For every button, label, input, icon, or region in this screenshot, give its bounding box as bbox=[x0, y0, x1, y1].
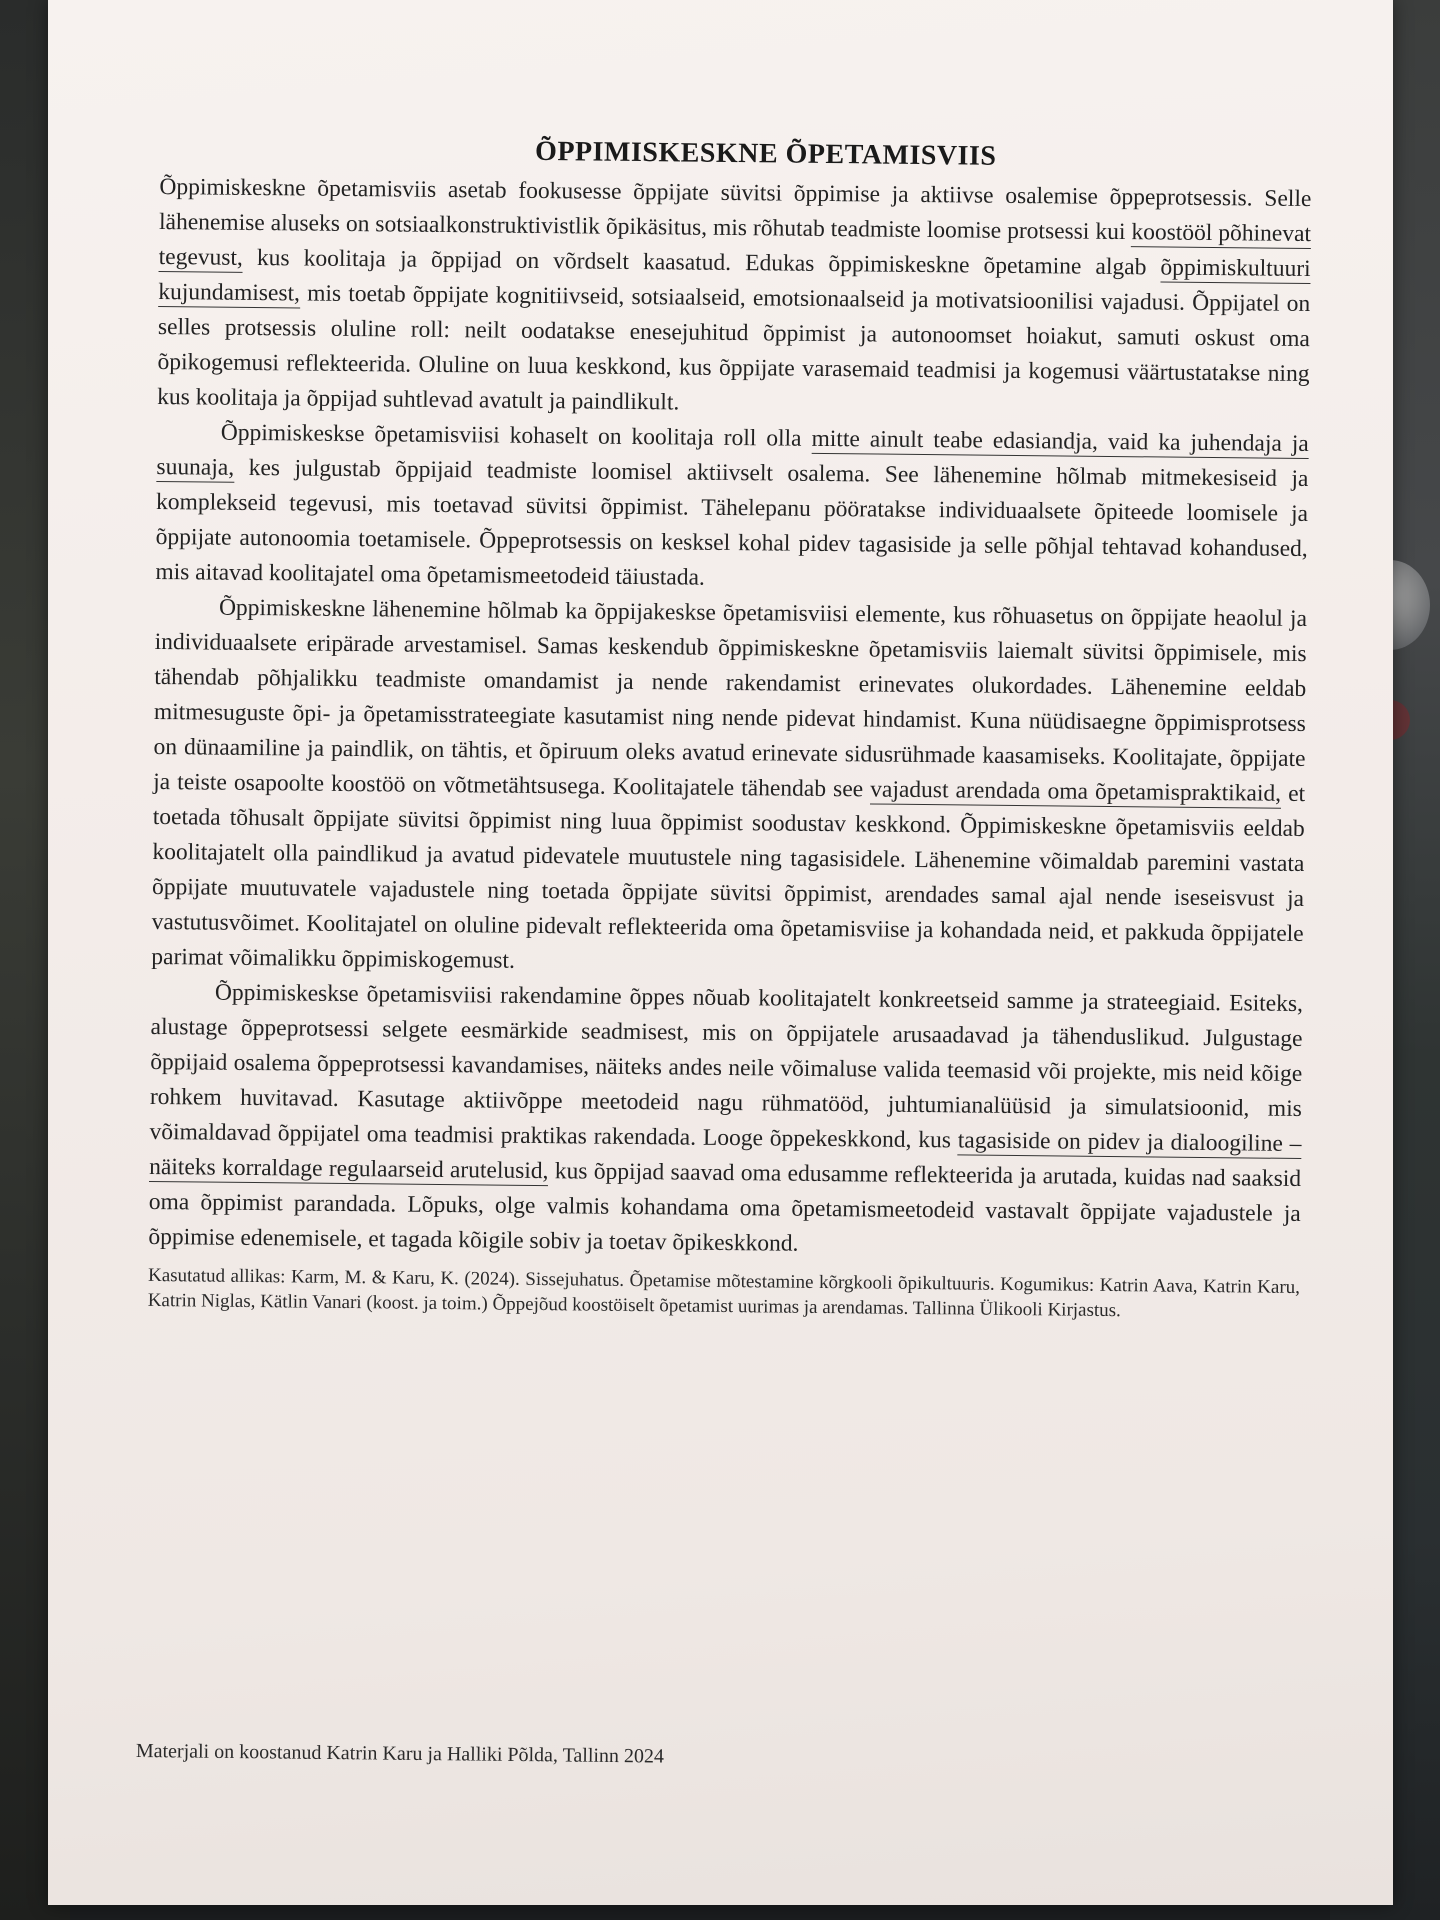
paragraph-1-text-a: Õppimiskeskne õpetamisviis asetab fookusesse õppijate süvitsi õppimise ja aktiivse osalemise õppeprotsessis. Selle lähenemise aluseks on sotsiaalkonstruktivistlik õpikäsitus, mis rõhutab teadmiste loomise protsessi kui bbox=[158, 173, 1312, 246]
paragraph-2-text-a: Õppimiskeskse õpetamisviisi kohaselt on koolitaja roll olla bbox=[220, 419, 812, 452]
paragraph-1 bbox=[157, 170, 1312, 427]
paragraph-2-text-b: kes julgustab õppijaid teadmiste loomisel aktiivselt osalema. See lähenemine hõlmab mitmekesiseid ja komplekseid tegevusi, mis toetavad süvitsi õppimist. Tähelepanu pööratakse individuaalsete õpiteede loomisele ja õppijate autonoomia toetamisele. Õppeprotsessis on kesksel kohal pidev tagasiside ja selle põhjal tehtavad kohandused, mis aitavad koolitajatel oma õpetamismeetodeid täiustada. bbox=[155, 454, 1309, 591]
underlined-phrase: õppimiskultuuri kujundamisest, bbox=[158, 254, 1311, 307]
paragraph-1-text-c: mis toetab õppijate kognitiivseid, sotsiaalseid, emotsionaalseid ja motivatsioonilisi vajadusi. Õppijatel on selles protsessis oluline roll: neilt oodatakse enesejuhitud õppimist ja autonoomset hoiakut, samuti oskust oma õpikogemusi reflekteerida. Oluline on luua keskkond, kus õppijate varasemaid teadmisi ja kogemusi väärtustatakse ning kus koolitaja ja õppijad suhtlevad avatult ja paindlikult. bbox=[157, 280, 1311, 416]
paragraph-1-text-b: kus koolitaja ja õppijad on võrdselt kaasatud. Edukas õppimiskeskne õpetamine algab bbox=[242, 244, 1161, 281]
paragraph-4 bbox=[148, 975, 1303, 1267]
underlined-phrase: vajadust arendada oma õpetamispraktikaid, bbox=[870, 776, 1282, 807]
paragraph-3-text-b: et toetada tõhusalt õppijate süvitsi õppimist ning luua õppimist soodustav keskkond. Õppimiskeskne õpetamisviis eeldab koolitajatelt olla paindlikud ja avatud pidevatele muutustele ning tagasisidele. Lähenemine võimaldab paremini vastata õppijate muutuvatele vajadustele ning toetada õppijate süvitsi õppimist, arendades samal ajal nende iseseisvust ja vastutusvõimet. Koolitajatel on oluline pidevalt reflekteerida oma õpetamisviise ja kohandada neid, et pakkuda õppijatele parimat võimalikku õppimiskogemust. bbox=[151, 780, 1306, 974]
paragraph-4-text-b: kus õppijad saavad oma edusamme reflekteerida ja arutada, kuidas nad saaksid oma õppimist parandada. Lõpuks, olge valmis kohandama oma õpetamismeetodeid vastavalt õppijate vajadustele ja õppimise edenemisele, et tagada kõigile sobiv ja toetav õpikeskkond. bbox=[148, 1158, 1302, 1257]
underlined-phrase: tagasiside on pidev ja dialoogiline – näiteks korraldage regulaarseid arutelusid, bbox=[149, 1127, 1302, 1185]
document-body bbox=[147, 132, 1312, 1344]
paragraph-2 bbox=[155, 415, 1309, 602]
paragraph-4-text-a: Õppimiskeskse õpetamisviisi rakendamine õppes nõuab koolitajatelt konkreetseid samme ja strateegiaid. Esiteks, alustage õppeprotsessi selgete eesmärkide seadmisest, mis on õppijatele arusaadavad ja tähenduslikud. Julgustage õppijaid osalema õppeprotsessi kavandamises, näiteks andes neile võimaluse valida teemasid või projekte, mis neid kõige rohkem huvitavad. Kasutage aktiivõppe meetodeid nagu rühmatööd, juhtumianalüüsid ja simulatsioonid, mis võimaldavad õppijatel oma teadmisi praktikas rakendada. Looge õppekeskkond, kus bbox=[149, 979, 1304, 1154]
document-title: ÕPPIMISKESKNE ÕPETAMISVIIS bbox=[534, 135, 997, 172]
paragraph-3-text-a: Õppimiskeskne lähenemine hõlmab ka õppijakeskse õpetamisviisi elemente, kus rõhuasetus on õppijate heaolul ja individuaalsete eripärade arvestamisel. Samas keskendub õppimiskeskne õpetamisviis laiemalt süvitsi õppimisele, mis tähendab põhjalikku teadmiste omandamist ja nende rakendamist erinevates olukordades. Lähenemine eeldab mitmesuguste õpi- ja õpetamisstrateegiate kasutamist ning nende pidevat hindamist. Kuna nüüdisaegne õppimisprotsess on dünaamiline ja paindlik, on tähtis, et õpiruum oleks avatud erinevate sidusrühmade kaasamiseks. Koolitajate, õppijate ja teiste osapoolte koostöö on võtmetähtsusega. Koolitajatele tähendab see bbox=[153, 594, 1308, 803]
underlined-phrase: mitte ainult teabe edasiandja, vaid ka juhendaja ja suunaja, bbox=[156, 425, 1309, 481]
source-citation: Kasutatud allikas: Karm, M. & Karu, K. (2024). Sissejuhatus. Õpetamise mõtestamine kõrgkooli õpikultuuris. Kogumikus: Katrin Aava, Katrin Karu, Katrin Niglas, Kätlin Vanari (koost. ja toim.) Õppejõud koostöiselt õpetamist uurimas ja arendamas. Tallinna Ülikooli Kirjastus. bbox=[147, 1264, 1301, 1322]
author-footer: Materjali on koostanud Katrin Karu ja Halliki Põlda, Tallinn 2024 bbox=[135, 1740, 665, 1768]
paper-sheet bbox=[48, 0, 1393, 1905]
underlined-phrase: koostööl põhinevat tegevust, bbox=[158, 219, 1312, 271]
paragraph-3 bbox=[151, 590, 1307, 987]
